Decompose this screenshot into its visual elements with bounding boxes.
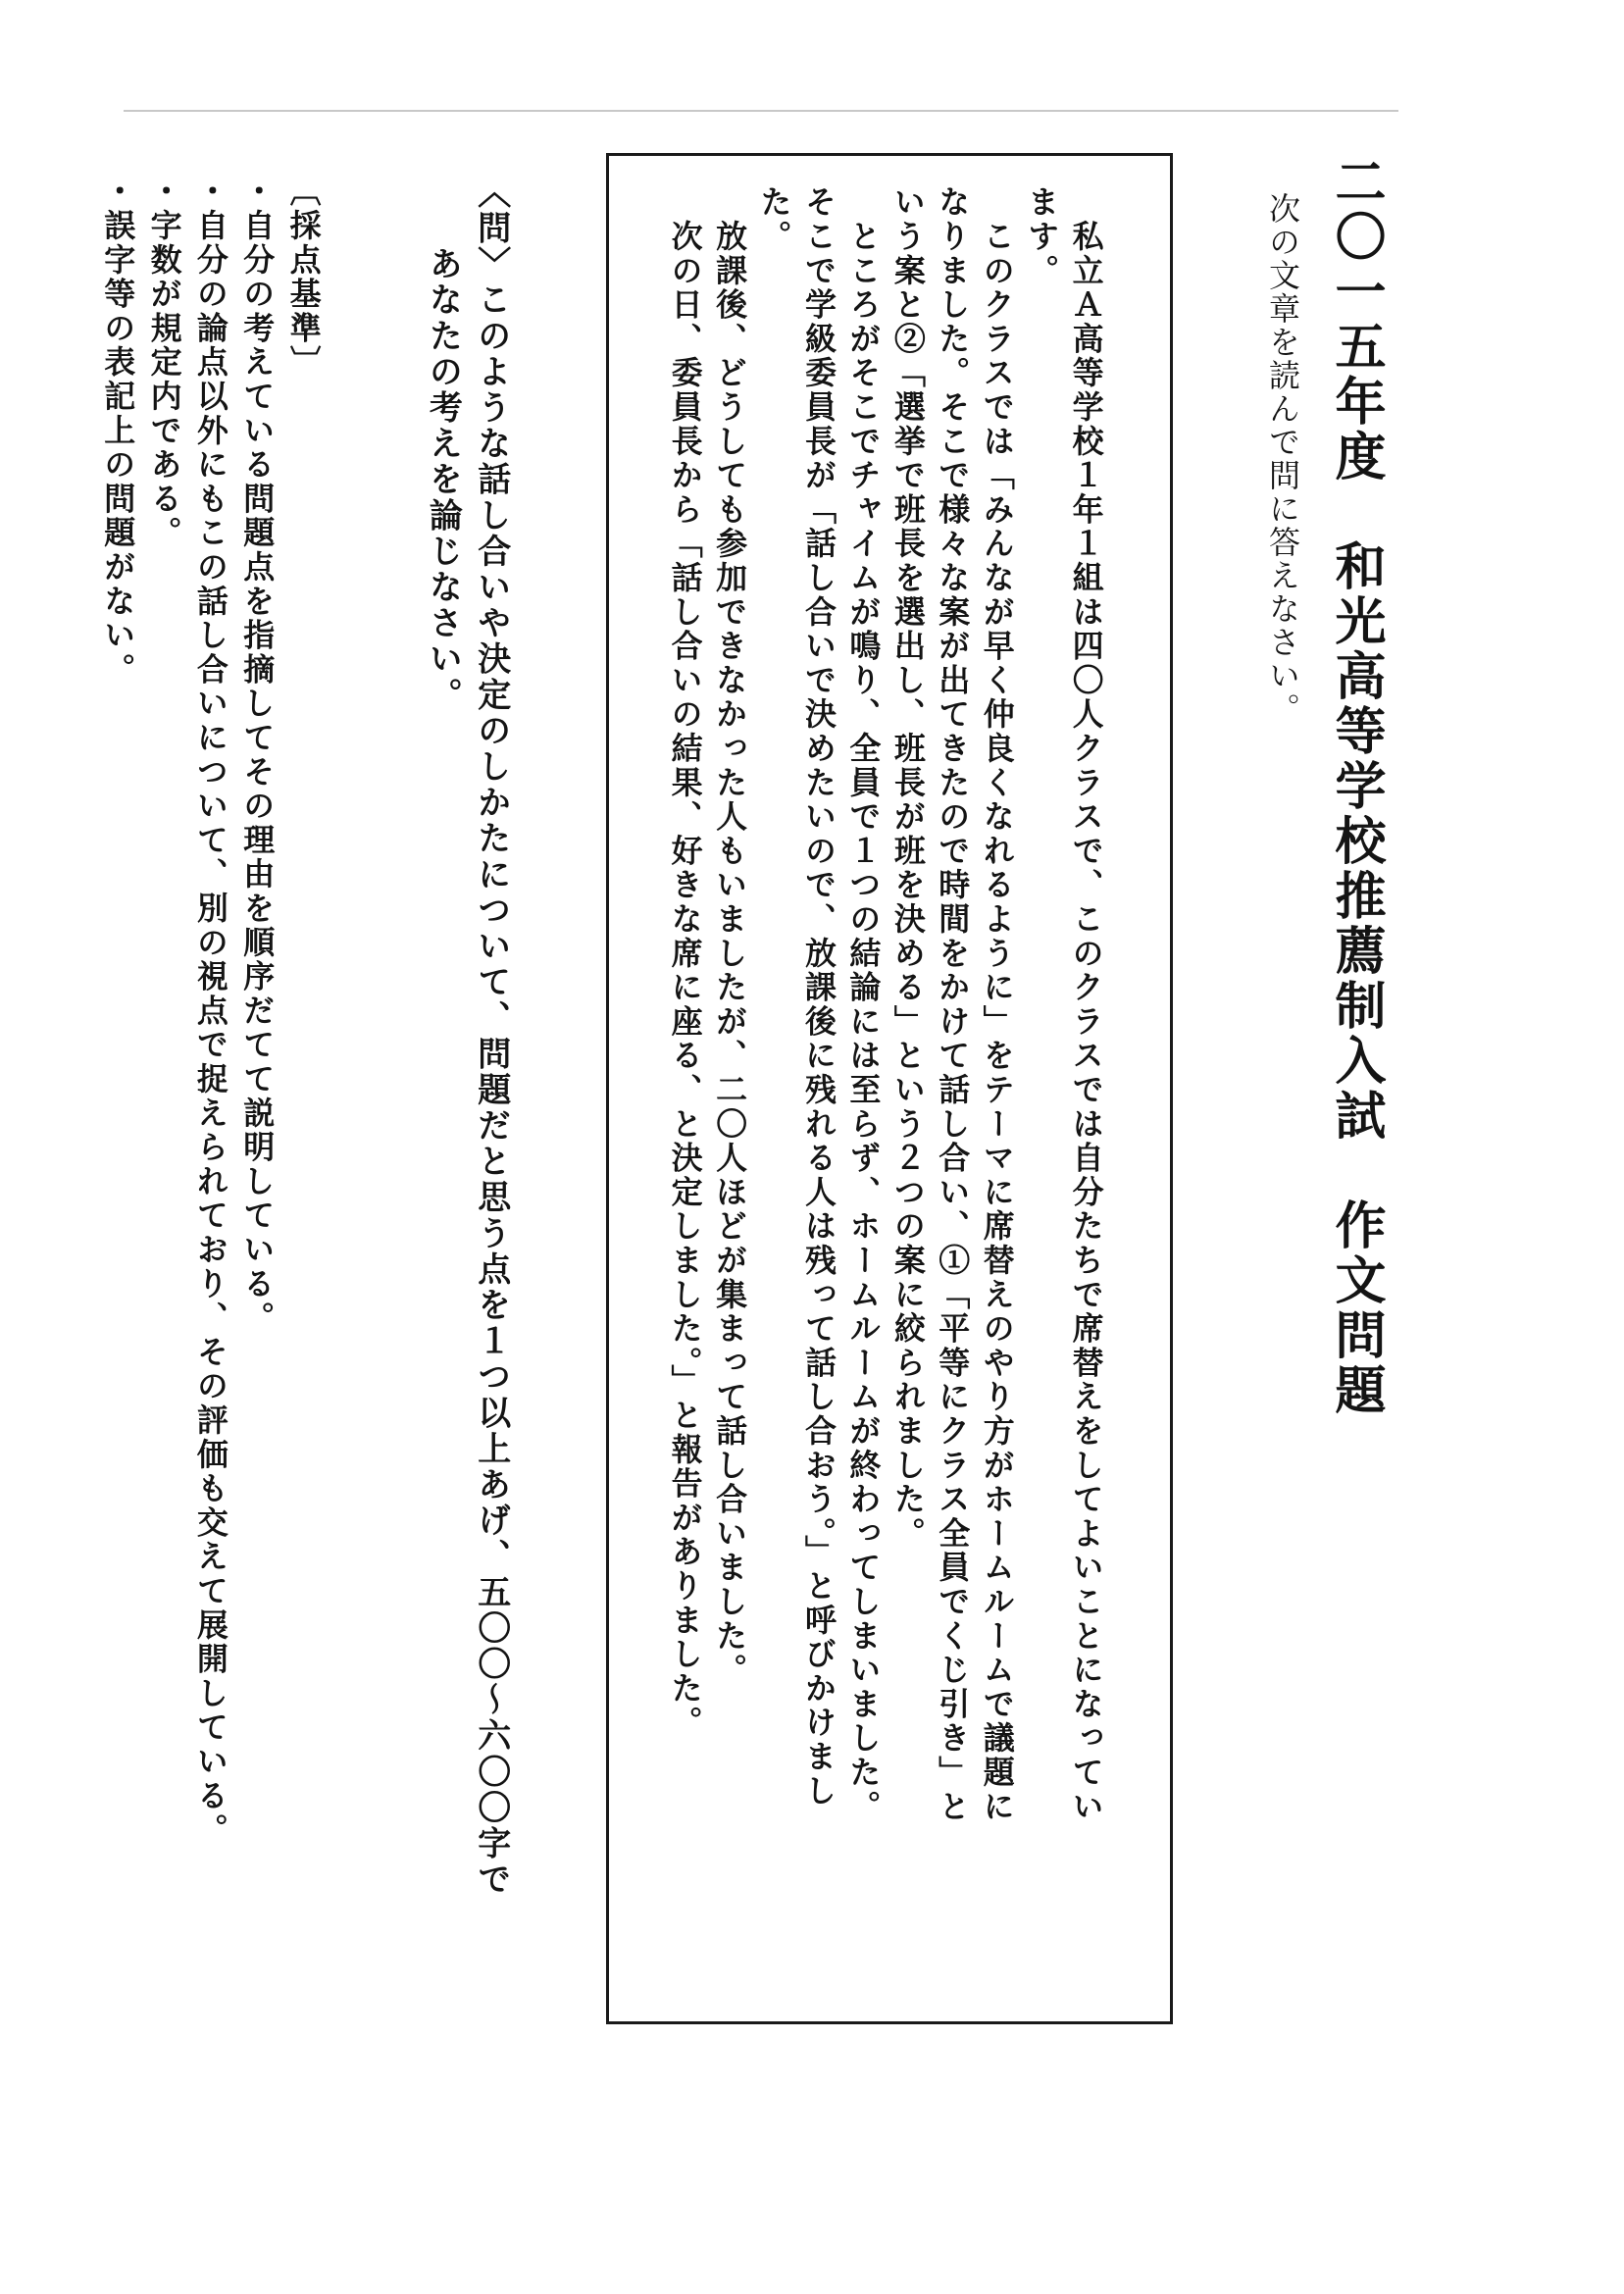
criteria-item: ・自分の論点以外にもこの話し合いについて、別の視点で捉えられており、その評価も交えて展開している。 [191, 175, 229, 1848]
criteria-heading: 〔採点基準〕 [284, 175, 323, 380]
passage-line: なりました。そこで様々な案が出てきたので時間をかけて話し合い、①「平等にクラス全員でくじ引き」と [934, 185, 972, 1824]
passage-line: 放課後、どうしても参加できなかった人もいましたが、二〇人ほどが集まって話し合いました。 [711, 185, 749, 1688]
passage-box [606, 153, 1173, 2024]
instruction-text: 次の文章を読んで問に答えなさい。 [1264, 192, 1301, 726]
passage-line: このクラスでは「みんなが早く仲良くなれるように」をテーマに席替えのやり方がホームルームで議題に [978, 185, 1016, 1824]
scoring-criteria [94, 175, 373, 1847]
passage-line: 次の日、委員長から「話し合いの結果、好きな席に座る、と決定しました。」と報告がありました。 [666, 185, 704, 1740]
criteria-item: ・誤字等の表記上の問題がない。 [99, 175, 137, 687]
question-line: あなたの考えを論じなさい。 [423, 175, 463, 713]
passage-text [662, 185, 1152, 1823]
passage-line: ます。 [1023, 185, 1061, 288]
page-title: 二〇一五年度 和光高等学校推薦制入試 作文問題 [1326, 155, 1386, 1418]
question-line: 〈問〉このような話し合いや決定のしかたについて、問題だと思う点を１つ以上あげ、五〇〇～六〇〇字で [471, 175, 511, 1898]
criteria-item: ・自分の考えている問題点を指摘してその理由を順序だてて説明している。 [238, 175, 277, 1336]
criteria-item: ・字数が規定内である。 [145, 175, 183, 550]
question-block [418, 175, 563, 1898]
passage-line: た。 [755, 185, 793, 254]
passage-line: 私立Ａ高等学校１年１組は四〇人クラスで、このクラスでは自分たちで席替えをしてよいことになってい [1067, 185, 1105, 1824]
passage-line: そこで学級委員長が「話し合いで決めたいので、放課後に残れる人は残って話し合おう。」と呼びかけまし [799, 185, 837, 1809]
passage-line: ところがそこでチャイムが鳴り、全員で１つの結論には至らず、ホームルームが終わってしまいました。 [844, 185, 883, 1824]
passage-line: いう案と②「選挙で班長を選出し、班長が班を決める」という２つの案に絞られました。 [888, 185, 927, 1551]
top-rule [124, 110, 1398, 112]
